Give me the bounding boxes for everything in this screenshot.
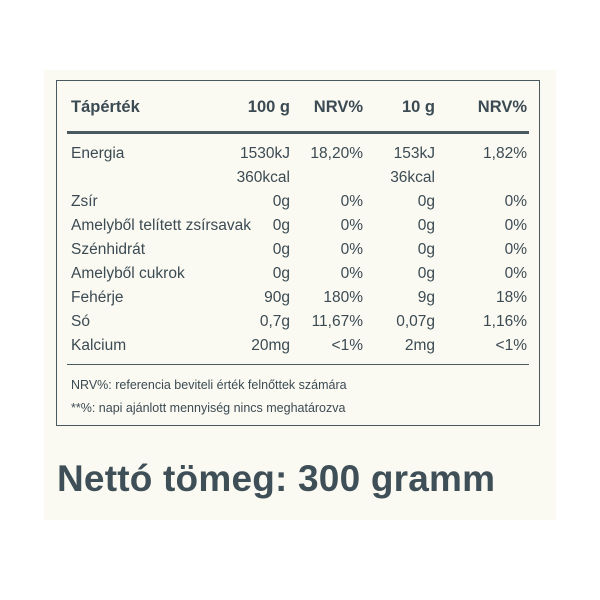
value-100g: 360kcal [236, 169, 290, 186]
header-nrv-10g: NRV% [477, 98, 527, 116]
value-100g: 90g [264, 289, 290, 306]
nrv-10g: 0% [504, 241, 527, 258]
value-10g: 153kJ [393, 145, 435, 162]
nrv-100g: 0% [340, 241, 363, 258]
value-10g: 9g [417, 289, 435, 306]
value-10g: 0g [417, 265, 435, 282]
nutrient-name: Só [71, 313, 90, 330]
table-row [67, 241, 529, 263]
value-10g: 0,07g [396, 313, 435, 330]
header-per-100g: 100 g [247, 98, 290, 116]
nutrient-name: Amelyből telített zsírsavak [71, 217, 252, 234]
table-row [67, 169, 529, 191]
table-row [67, 289, 529, 311]
nrv-10g: 18% [495, 289, 527, 306]
nrv-10g: <1% [495, 337, 527, 354]
value-10g: 36kcal [390, 169, 435, 186]
nrv-100g: 18,20% [310, 145, 363, 162]
nrv-10g: 1,16% [483, 313, 527, 330]
value-100g: 0g [272, 241, 290, 258]
nrv-10g: 1,82% [483, 145, 527, 162]
nutrient-name: Szénhidrát [71, 241, 146, 258]
table-row [67, 313, 529, 335]
value-10g: 0g [417, 241, 435, 258]
nrv-10g: 0% [504, 265, 527, 282]
value-100g: 0g [272, 265, 290, 282]
nutrient-name: Kalcium [71, 337, 127, 354]
value-100g: 1530kJ [240, 145, 290, 162]
nrv-100g: 180% [323, 289, 363, 306]
nrv-100g: <1% [331, 337, 363, 354]
nutrient-name: Energia [71, 145, 125, 162]
table-header [67, 81, 529, 134]
nrv-10g: 0% [504, 193, 527, 210]
header-per-10g: 10 g [401, 98, 435, 116]
footer-divider [67, 364, 529, 365]
value-100g: 0g [272, 217, 290, 234]
table-row [67, 217, 529, 239]
nrv-100g: 11,67% [311, 313, 363, 330]
nutrient-name: Amelyből cukrok [71, 265, 185, 282]
net-weight: Nettó tömeg: 300 gramm [57, 458, 496, 499]
table-row [67, 265, 529, 287]
header-nutrient: Tápérték [71, 98, 140, 116]
nrv-100g: 0% [340, 265, 363, 282]
value-10g: 2mg [404, 337, 435, 354]
nutrient-name: Fehérje [71, 289, 124, 306]
nutrient-name: Zsír [71, 193, 98, 210]
nrv-100g: 0% [340, 217, 363, 234]
table-row [67, 145, 529, 167]
nrv-100g: 0% [340, 193, 363, 210]
table-row [67, 193, 529, 215]
value-100g: 20mg [251, 337, 290, 354]
footnote-nrv: NRV%: referencia beviteli érték felnőttek számára [71, 378, 347, 392]
footnote-not-defined: **%: napi ajánlott mennyiség nincs meghatározva [71, 401, 346, 415]
nutrition-table [56, 80, 540, 426]
value-10g: 0g [417, 217, 435, 234]
header-nrv-100g: NRV% [313, 98, 363, 116]
value-10g: 0g [417, 193, 435, 210]
value-100g: 0,7g [259, 313, 290, 330]
value-100g: 0g [272, 193, 290, 210]
nrv-10g: 0% [504, 217, 527, 234]
table-row [67, 337, 529, 359]
